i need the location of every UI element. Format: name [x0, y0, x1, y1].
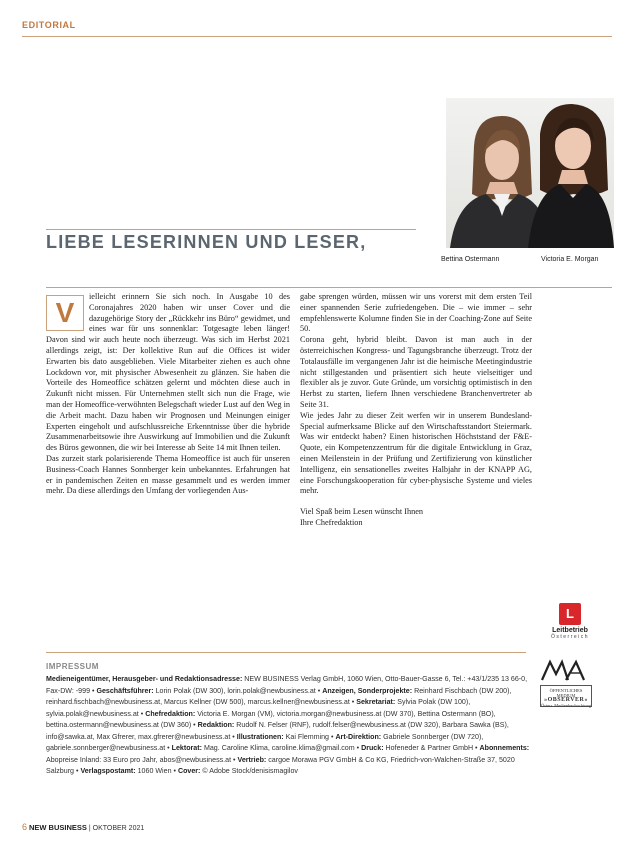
impressum-text: Abopreise Inland: 33 Euro pro Jahr, abos@newbusiness.at •: [46, 755, 238, 764]
impressum-label: Art-Direktion:: [335, 732, 382, 741]
page-footer: [22, 822, 144, 832]
impressum-text: Mag. Caroline Klima, caroline.klima@gmail.com •: [201, 744, 362, 752]
impressum-label: Lektorat:: [171, 744, 202, 752]
caption-right: Victoria E. Morgan: [541, 256, 599, 263]
impressum-label: Vertrieb:: [237, 755, 267, 764]
page-number: 6: [22, 822, 28, 832]
impressum-text: Reinhard Fischbach (DW 200), reinhard.fischbach@newbusiness.at, Marcus Kellner (DW 500), marcus.kellner@newbusiness.at •: [46, 686, 512, 706]
impressum-label: Cover:: [177, 767, 201, 775]
impressum-text: Lorin Polak (DW 300), lorin.polak@newbusiness.at •: [153, 686, 323, 695]
drop-cap: V: [46, 295, 84, 331]
impressum-label: Geschäftsführer:: [96, 686, 154, 695]
headline-bottom-rule: [46, 287, 612, 288]
impressum-text: cargoe Morawa PGV GmbH & Co KG, Friedrich-von-Walchen-Straße 37, 5020 Salzburg •: [46, 755, 515, 775]
headline: LIEBE LESERINNEN UND LESER,: [46, 232, 367, 252]
leitbetrieb-country: Österreich: [550, 634, 590, 640]
signoff-line: Viel Spaß beim Lesen wünscht Ihnen: [300, 507, 423, 517]
footer-separator: |: [88, 825, 93, 832]
impressum-label: Anzeigen, Sonderprojekte:: [322, 686, 413, 695]
impressum-title: IMPRESSUM: [46, 662, 99, 671]
impressum-text: Sylvia Polak (DW 100), sylvia.polak@newbusiness.at •: [46, 698, 471, 718]
top-divider: [22, 36, 612, 37]
observer-bottom: Österr. Medienbeobachtung: [541, 703, 591, 708]
body-column-1: [46, 292, 290, 497]
leitbetrieb-logo: [540, 603, 600, 640]
signoff-line: Ihre Chefredaktion: [300, 517, 363, 527]
impressum-label: Druck:: [361, 744, 384, 752]
impressum-text: Kai Flemming •: [283, 732, 336, 741]
impressum-body: [46, 674, 532, 778]
headline-top-rule: [46, 229, 416, 230]
body-column-2: [300, 292, 532, 529]
impressum-text: Rudolf N. Felser (RNF), rudolf.felser@newbusiness.at (DW 320), Barbara Sawka (BS), info@sawka.at, Max Gfrerer, max.gfrerer@newbusiness.at •: [46, 721, 509, 741]
caption-left: Bettina Ostermann: [441, 256, 500, 263]
impressum-label: Illustrationen:: [236, 732, 284, 741]
impressum-label: Abonnements:: [479, 744, 530, 752]
impressum-text: Hofeneder & Partner GmbH •: [383, 744, 480, 752]
impressum-text: Victoria E. Morgan (VM), victoria.morgan@newbusiness.at (DW 370), Bettina Ostermann (BO), bettina.ostermann@newbusiness.at (DW 360) •: [46, 709, 496, 729]
editors-photo: [446, 98, 614, 248]
paragraph: Corona geht, hybrid bleibt. Davon ist man auch in der österreichischen Kongress- und Tagungsbranche überzeugt. Trotz der Totalausfälle im vergangenen Jahr ist die heimische Meetingindustrie nicht stillgestanden und präsentiert sich heute vielseitiger und flexibler als je zuvor. Gute Gründe, um vorsichtig optimistisch in den Herbst zu starten, liefern Ihnen verschiedene Branchenvertreter ab Seite 31.: [300, 335, 532, 409]
observer-logo: [540, 685, 592, 707]
leitbetrieb-mark: L: [559, 603, 581, 625]
observer-main: »OBSERVER«: [544, 697, 588, 703]
impressum-text: © Adobe Stock/denisismagilov: [200, 767, 298, 775]
paragraph: gabe sprengen würden, müssen wir uns vorerst mit dem ersten Teil einer spannenden Serie zufriedengeben. Die – wie immer – sehr empfehlenswerte Kolumne finden Sie in der Coaching-Zone auf Seite 50.: [300, 292, 532, 334]
leitbetrieb-label: Leitbetrieb: [552, 627, 588, 634]
observer-top: ÖFFENTLICHES MEDIUM: [549, 688, 583, 698]
impressum-label: Verlagspostamt:: [80, 767, 136, 775]
impressum-text: 1060 Wien •: [135, 767, 178, 775]
paragraph: ielleicht erinnern Sie sich noch. In Ausgabe 10 des Coronajahres 2020 haben wir unser Cover und die dazugehörige Story der „Rückkehr ins Büro“ gewidmet, und eines war für uns sonnenklar: Totgesagte leben länger! Davon sind wir auch heute noch überzeugt. Was sich im Herbst 2021 allerdings zeigt, ist: Der kollektive Run auf die Offices ist wider Erwarten bis dato ausgeblieben. Viele Mitarbeiter ziehen es auch ohne Lockdown vor, mit physischer Abwesenheit zu glänzen. Sie haben die Vorteile des Homeoffice schätzen gelernt und möchten diese auch in Zukunft nicht missen. Für Unternehmen stellt sich nun die Frage, wie man der Homeoffice-verwöhnten Belegschaft wieder Lust auf den Weg in die Arbeit macht. Dazu haben wir Prognosen und Meinungen einiger Experten eingeholt und aufschlussreiche Erkenntnisse über die hybride Zusammenarbeitsowie ihre Auswirkung auf Immobilien und die Zukunft des Büros gewonnen, die wir bei Interesse ab Seite 14 mit Ihnen teilen.: [46, 292, 290, 453]
impressum-label: Redaktion:: [197, 721, 235, 729]
impressum-label: Chefredaktion:: [145, 709, 196, 718]
footer-issue: OKTOBER 2021: [92, 825, 145, 832]
paragraph: Wie jedes Jahr zu dieser Zeit werfen wir in unserem Bundesland-Special aufmerksame Blicke auf den Wirtschaftsstandort Steiermark. Was wir entdeckt haben? Einen historischen Höchststand der F&E-Quote, ein Kompetenzzentrum für die digitale Entwicklung in Graz, einen Meilenstein in der Prüfung und Zertifizierung von künstlicher Intelligenz, ein sensationelles zweites Halbjahr in der KNAPP AG, eine Forschungskooperation für cyber-physische Systeme und vieles mehr.: [300, 410, 532, 496]
impressum-rule: [46, 652, 526, 653]
impressum-label: Medieneigentümer, Herausgeber- und Redaktionsadresse:: [46, 675, 243, 683]
ma-logo: [540, 658, 592, 682]
impressum-text: Gabriele Sonnberger (DW 720), gabriele.sonnberger@newbusiness.at •: [46, 732, 484, 752]
impressum-text: NEW BUSINESS Verlag GmbH, 1060 Wien, Otto-Bauer-Gasse 6, Tel.: +43/1/235 13 66-0, Fax-DW: -999 •: [46, 675, 528, 695]
footer-brand: NEW BUSINESS: [28, 823, 87, 832]
section-label: EDITORIAL: [22, 20, 76, 30]
impressum-label: Sekretariat:: [356, 698, 396, 706]
paragraph: Das zurzeit stark polarisierende Thema Homeoffice ist auch für unseren Business-Coach Hannes Sonnberger kein unbekanntes. Erfahrungen hat er in pandemischen Zeiten en masse gesammelt und es werden immer mehr. Da diese allerdings den Umfang der vorliegenden Aus-: [46, 453, 290, 496]
